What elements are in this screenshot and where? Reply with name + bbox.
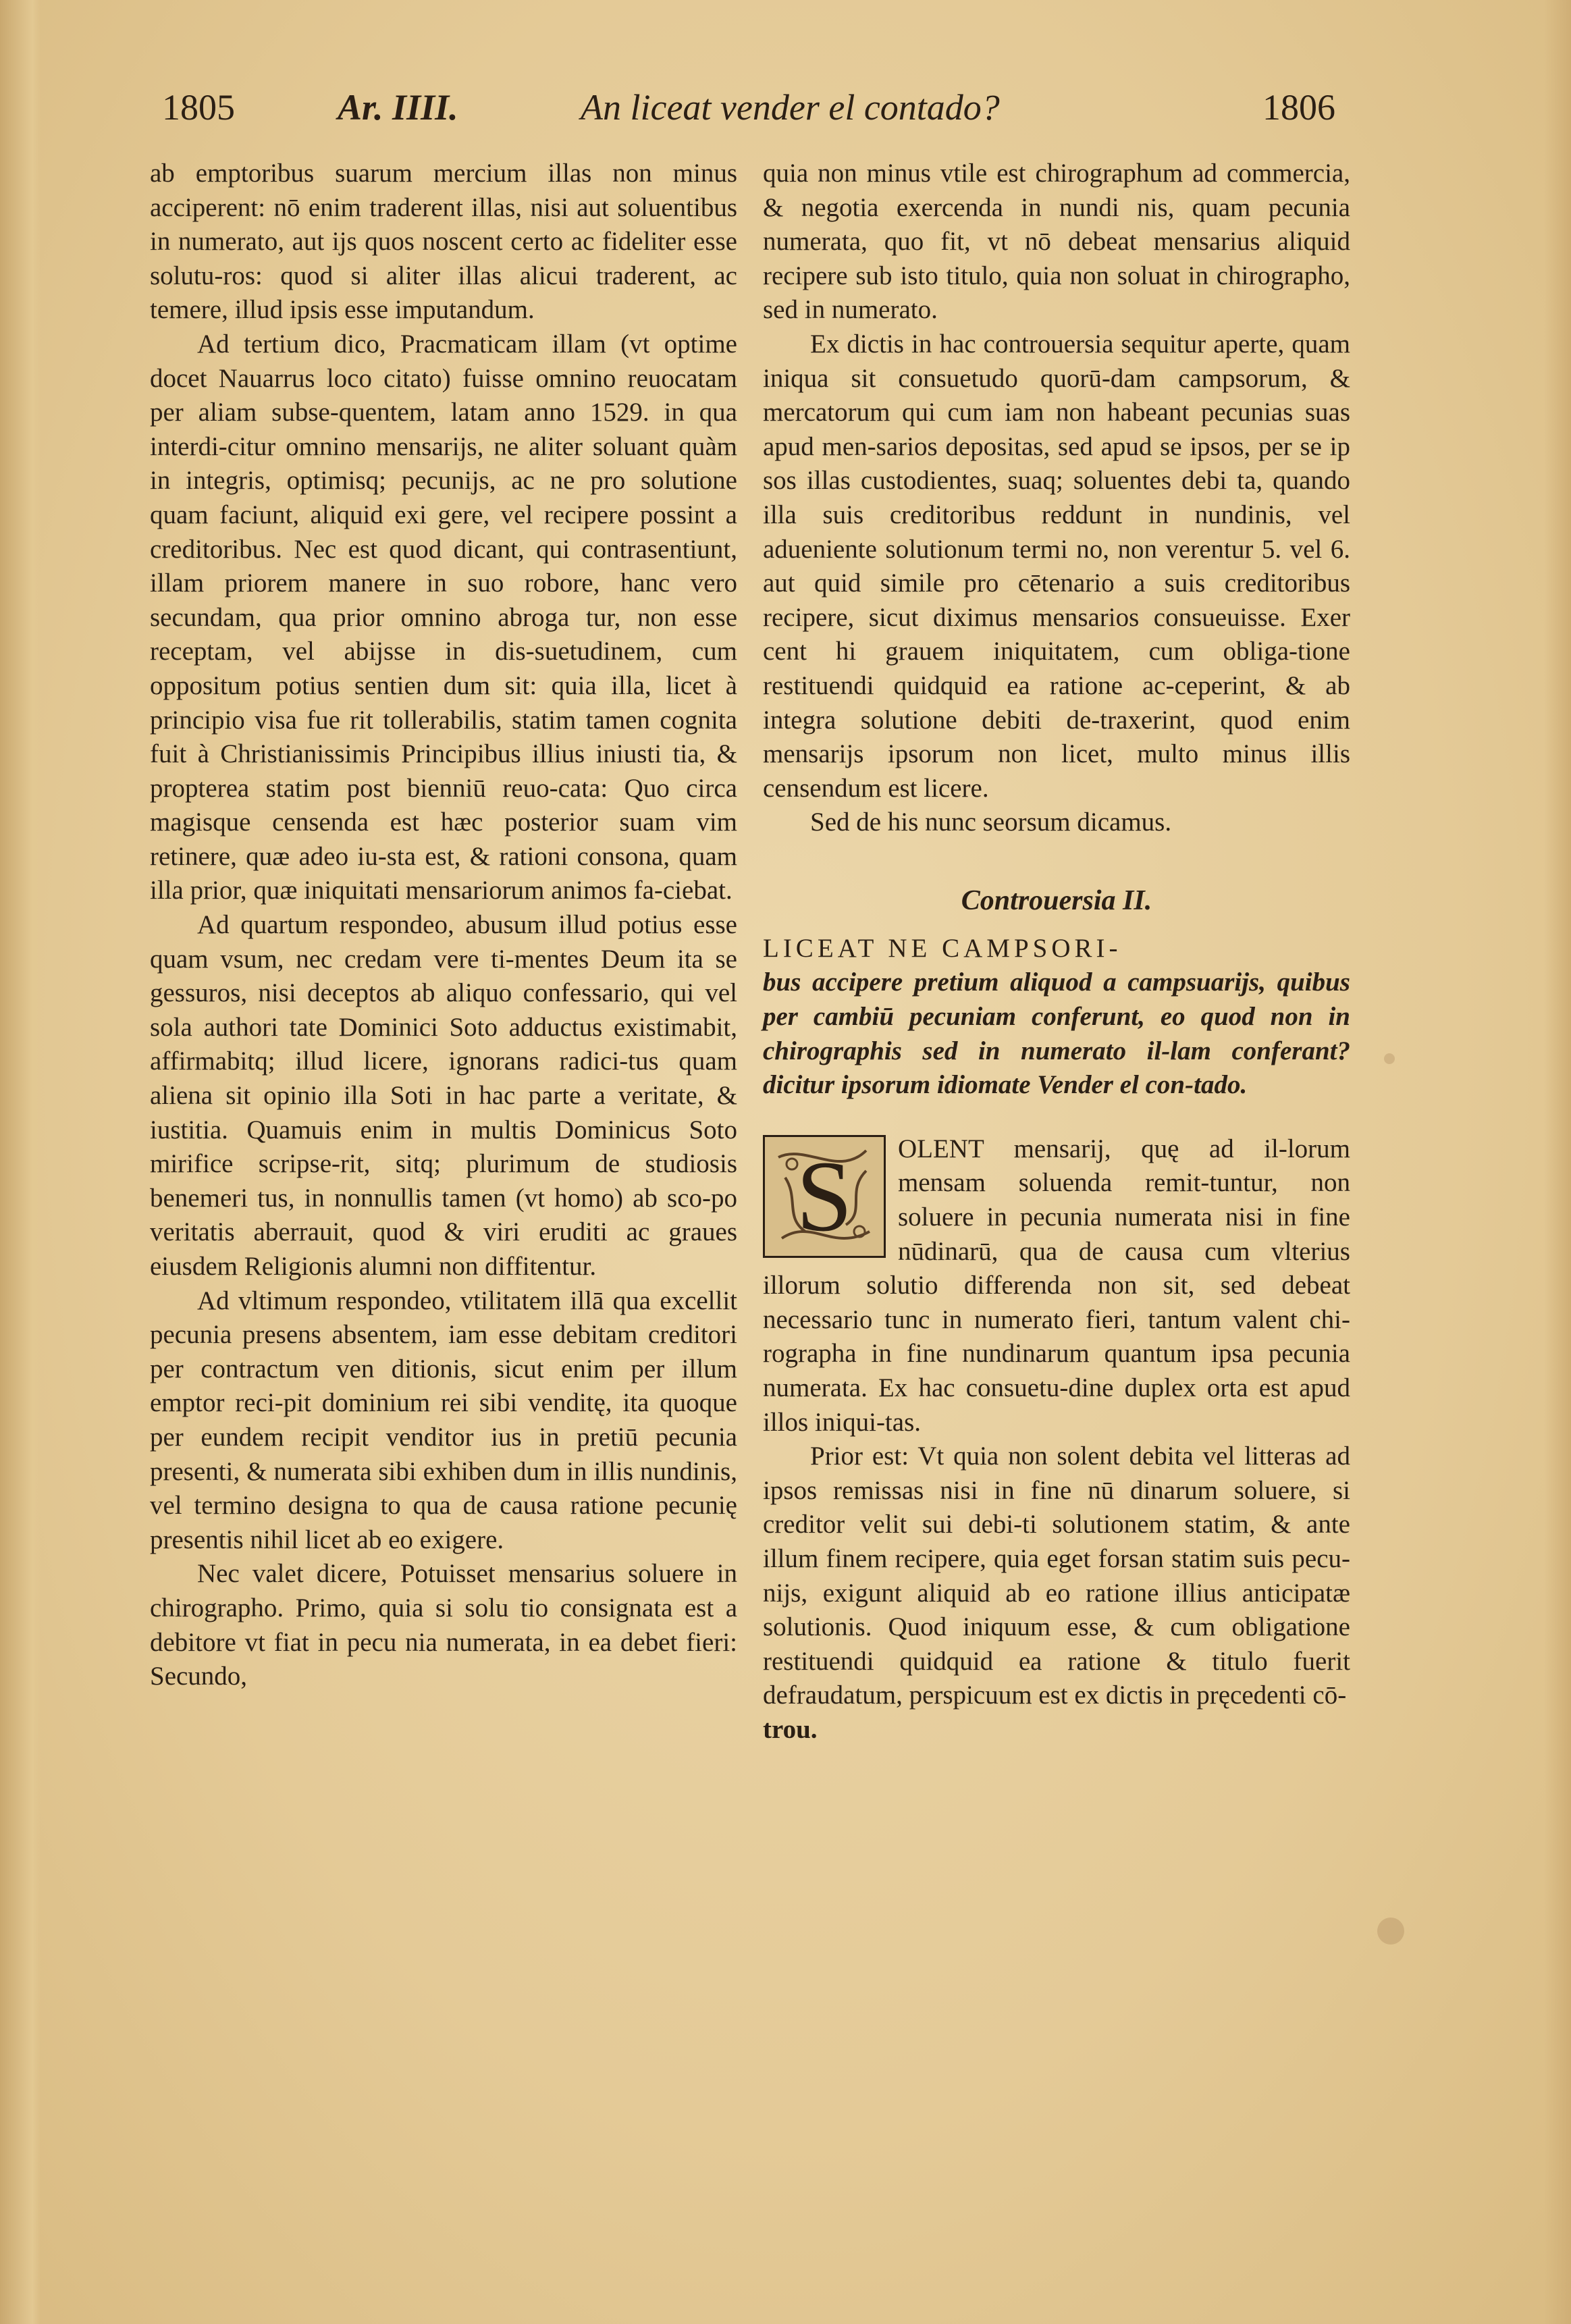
question-heading: LICEAT NE CAMPSORI-	[763, 933, 1122, 963]
initial-letter: S	[796, 1140, 853, 1252]
paragraph: Ad vltimum respondeo, vtilitatem illā qua excellit pecunia presens absentem, iam esse debitam creditori per contractum ven ditionis, sicut enim per illum emptor reci-pit dominium rei sibi venditę, ita quoque per eundem recipit venditor ius in pretiū pecunia presenti, & numerata sibi exhiben dum in illis nundinis, vel termino designa to qua de causa ratione pecunię presentis nihil licet ab eo exigere.	[150, 1286, 737, 1554]
right-column-top	[763, 157, 1350, 840]
left-column	[150, 157, 737, 1694]
running-header	[0, 86, 1571, 140]
controversia-heading: Controuersia II.	[961, 884, 1152, 916]
paragraph: Prior est: Vt quia non solent debita vel litteras ad ipsos remissas nisi in fine nū dinarum soluere, si creditor velit sui debi-ti solutionem statim, & ante illum finem recipere, quia eget forsan statim suis pecu-nijs, exigunt aliquid ab eo ratione illius anticipatæ solutionis. Quod iniquum esse, & cum obligatione restituendi quidquid ea ratione & titulo fuerit defraudatum, perspicuum est ex dictis in pręcedenti cō-	[763, 1442, 1350, 1710]
article-label: Ar. IIII.	[338, 87, 458, 128]
chapter-start	[763, 1132, 1350, 1713]
paragraph: OLENT mensarij, quę ad il-lorum mensam soluenda remit-tuntur, non soluere in pecunia numerata nisi in fine nūdinarū, qua de causa cum vlterius illorum solutio differenda non sit, sed debeat necessario tunc in numerato fieri, tantum valent chi-rographa in fine nundinarum quantum ipsa pecunia numerata. Ex hac consuetu-dine duplex orta est apud illos iniqui-tas.	[763, 1134, 1350, 1437]
page-number-left: 1805	[162, 87, 235, 128]
ink-stain	[1377, 1918, 1404, 1945]
running-title: An liceat vender el contado?	[581, 87, 1000, 128]
catchword: trou.	[763, 1714, 818, 1744]
paragraph: ab emptoribus suarum mercium illas non minus acciperent: nō enim traderent illas, nisi aut soluentibus in numerato, aut ijs quos noscent certo ac fideliter esse solutu-ros: quod si aliter illas alicui traderent, ac temere, illud ipsis esse imputandum.	[150, 159, 737, 325]
ink-stain	[1384, 1053, 1395, 1064]
page-left-edge	[0, 0, 41, 2324]
paragraph: Ad quartum respondeo, abusum illud potius esse quam vsum, nec credam vere ti-mentes Deum ita se gessuros, nisi deceptos ab aliquo confessario, qui vel sola authori tate Dominici Soto adductus existimabit, affirmabitq; illud licere, ignorans radici-tus quam aliena sit opinio illa Soti in hac parte a veritate, & iustitia. Quamuis enim in multis Dominicus Soto mirifice scripse-rit, sitq; plurimum de studiosis benemeri tus, in nonnullis tamen (vt homo) ab sco-po veritatis aberrauit, quod & viri eruditi ac graues eiusdem Religionis alumni non diffitentur.	[150, 910, 737, 1281]
paragraph: Nec valet dicere, Potuisset mensarius soluere in chirographo. Primo, quia si solu tio consignata est a debitore vt fiat in pecu nia numerata, in ea debet fieri: Secundo,	[150, 1559, 737, 1691]
page-number-right: 1806	[1262, 87, 1335, 128]
paragraph: Sed de his nunc seorsum dicamus.	[810, 808, 1172, 837]
paragraph: Ex dictis in hac controuersia sequitur aperte, quam iniqua sit consuetudo quorū-dam campsorum, & mercatorum qui cum iam non habeant pecunias suas apud men-sarios depositas, sed apud se ipsos, per se ip sos illas custodientes, suaq; soluentes debi ta, quando illa suis creditoribus reddunt in nundinis, vel adueniente solutionum termi no, non verentur 5. vel 6. aut quid simile pro cētenario a suis creditoribus recipere, sicut diximus mensarios consueuisse. Exer cent hi grauem iniquitatem, cum obliga-tione restituendi quidquid ea ratione ac-ceperint, & ab integra solutione debiti de-traxerint, quod enim mensarijs ipsorum non licet, multo minus illis censendum est licere.	[763, 329, 1350, 803]
page-right-edge	[1544, 0, 1571, 2324]
question-text: bus accipere pretium aliquod a campsuarijs, quibus per cambiū pecuniam conferunt, eo quod non in chirographis sed in numerato il-lam conferant? dicitur ipsorum idiomate Vender el con-tado.	[763, 968, 1350, 1100]
decorated-initial	[763, 1135, 886, 1258]
paragraph: Ad tertium dico, Pracmaticam illam (vt optime docet Nauarrus loco citato) fuisse omnino reuocatam per aliam subse-quentem, latam anno 1529. in qua interdi-citur omnino mensarijs, ne aliter soluant quàm in integris, optimisq; pecunijs, ac ne pro solutione quam faciunt, aliquid exi gere, vel recipere possint a creditoribus. Nec est quod dicant, qui contrasentiunt, illam priorem manere in suo robore, hanc vero secundam, qua prior omnino abroga tur, non esse receptam, vel abijsse in dis-suetudinem, cum oppositum potius sentien dum sit: quia illa, licet à principio visa fue rit tollerabilis, statim tamen cognita fuit à Christianissimis Principibus illius iniusti tia, & propterea statim post bienniū reuo-cata: Quo circa magisque censenda est hæc posterior suam vim retinere, quæ adeo iu-sta est, & rationi consona, quam illa prior, quæ iniquitati mensariorum animos fa-ciebat.	[150, 329, 737, 905]
paragraph: quia non minus vtile est chirographum ad commercia, & negotia exercenda in nundi nis, quam pecunia numerata, quo fit, vt nō debeat mensarius aliquid recipere sub isto titulo, quia non soluat in chirographo, sed in numerato.	[763, 159, 1350, 325]
right-column	[763, 157, 1350, 1747]
